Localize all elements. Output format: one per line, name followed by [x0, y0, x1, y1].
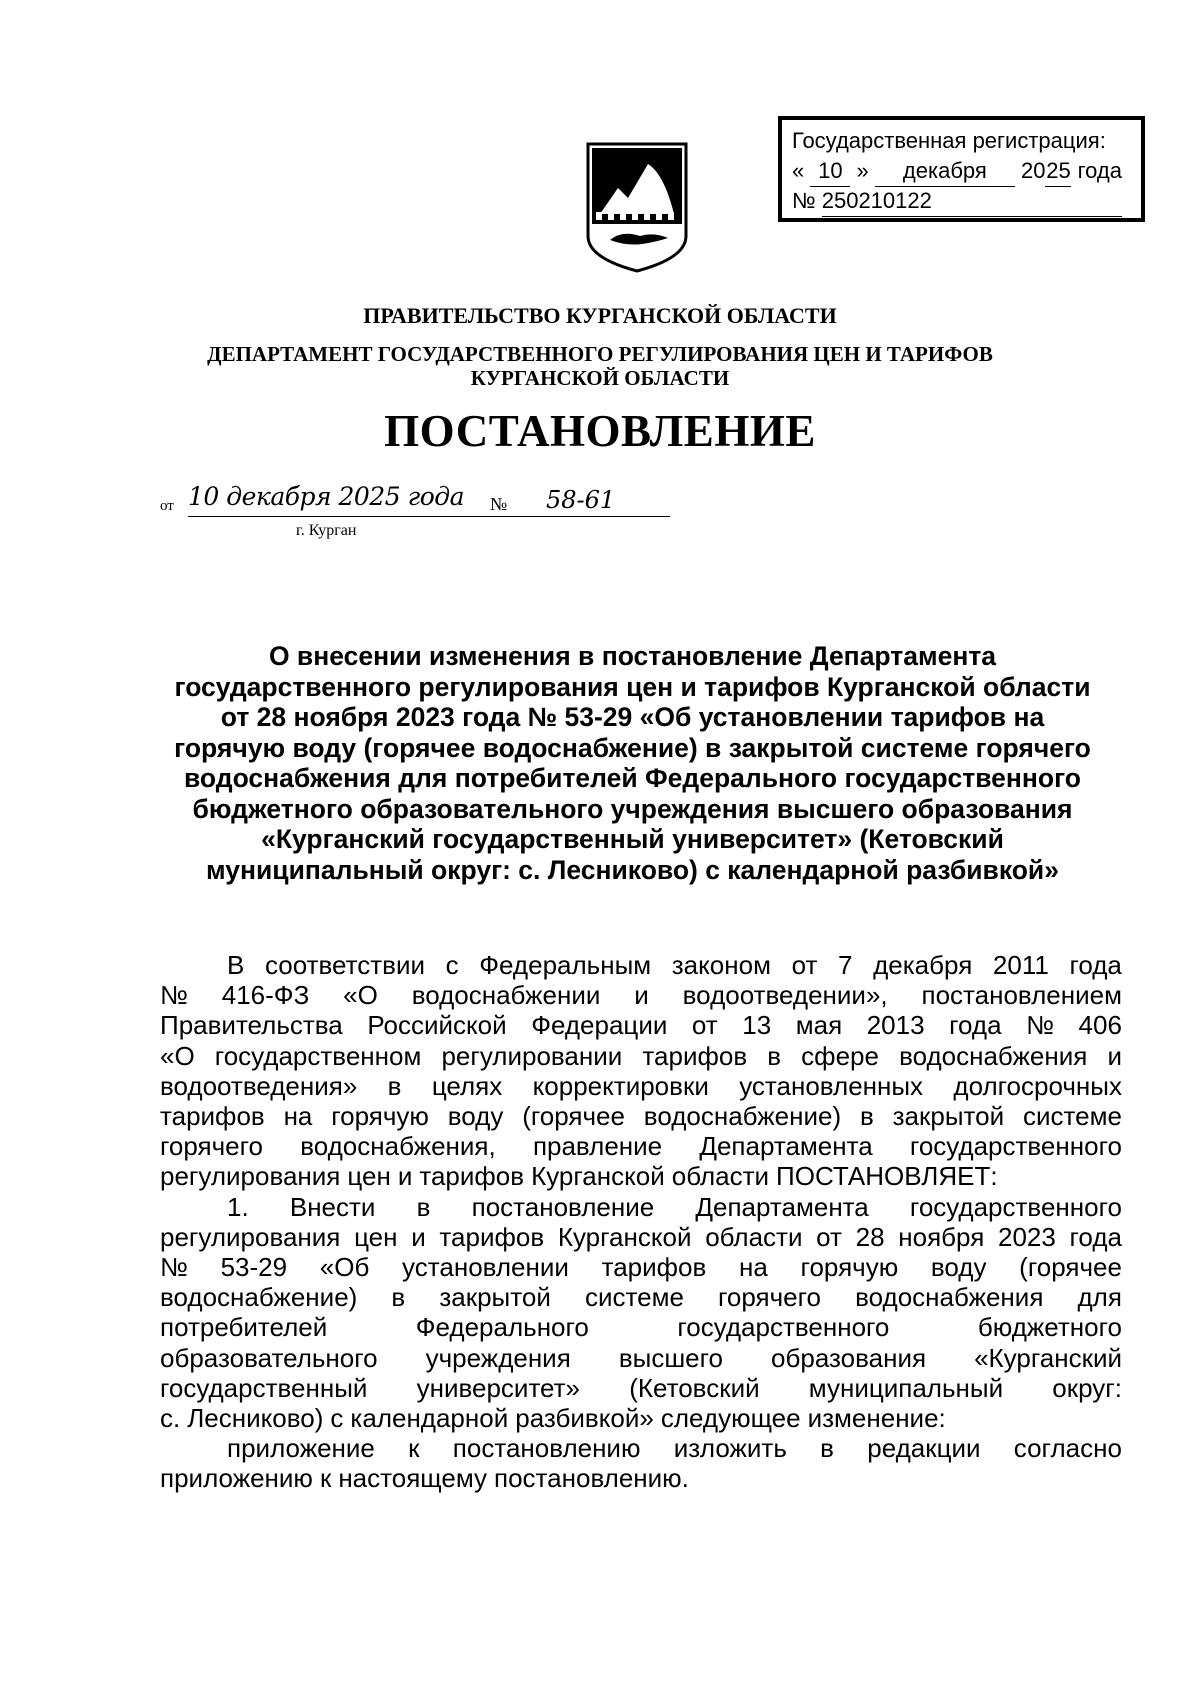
body-word: к: [408, 1433, 420, 1464]
handwritten-date: 10 декабря 2025 года: [188, 482, 464, 511]
body-word: регулирования: [160, 1161, 341, 1192]
handwritten-number: 58-61: [546, 486, 616, 514]
registration-number-prefix: №: [792, 188, 816, 213]
body-word: тарифов: [419, 1161, 525, 1192]
body-word: воду: [930, 1252, 987, 1283]
coat-of-arms-emblem: [582, 140, 692, 275]
body-word: 2013: [866, 1010, 925, 1041]
body-line: [160, 1343, 1122, 1373]
body-word: ноября: [898, 1221, 985, 1252]
body-line: [160, 1041, 1122, 1071]
body-word: Федерации: [531, 1010, 668, 1041]
body-word: регулирования: [160, 1221, 341, 1252]
body-word: разбивкой»: [515, 1403, 654, 1434]
body-line: [160, 980, 1122, 1010]
body-word: университет»: [416, 1372, 581, 1403]
body-word: муниципальный: [808, 1372, 1004, 1403]
registration-year-prefix: 20: [1021, 158, 1046, 183]
body-word: водоснабжение): [160, 1282, 358, 1313]
body-word: с.: [160, 1403, 181, 1434]
body-word: горячего: [160, 1131, 263, 1162]
body-word: «Об: [319, 1252, 370, 1283]
body-word: государственный: [160, 1372, 368, 1403]
body-word: горячую: [800, 1252, 899, 1283]
body-word: тарифов: [601, 1252, 707, 1283]
body-word: целях: [431, 1070, 503, 1101]
heading-line: государственного регулирования цен и тарифов Курганской области: [174, 671, 1091, 702]
body-word: изложить: [673, 1433, 787, 1464]
body-line: [160, 1312, 1122, 1342]
body-word: системе: [584, 1282, 684, 1313]
body-word: тарифов: [160, 1101, 265, 1132]
document-type-title: ПОСТАНОВЛЕНИЕ: [384, 406, 816, 456]
body-word: приложение: [227, 1433, 375, 1464]
body-word: области: [671, 1161, 770, 1192]
body-word: Российской: [367, 1010, 507, 1041]
number-prefix: №: [490, 494, 508, 514]
body-word: государственного: [677, 1312, 890, 1343]
body-word: 13: [742, 1010, 772, 1041]
body-word: приложению: [160, 1463, 313, 1494]
body-line: [160, 950, 1122, 980]
body-word: «О: [343, 980, 378, 1011]
body-word: 406: [1078, 1010, 1122, 1041]
body-word: к: [319, 1463, 332, 1494]
body-line: [160, 1010, 1122, 1040]
body-word: и: [1107, 1040, 1122, 1071]
body-word: водоотведения»: [160, 1070, 358, 1101]
body-word: системе: [1022, 1101, 1122, 1132]
body-word: 28: [855, 1221, 885, 1252]
body-word: закрытой: [439, 1282, 551, 1313]
body-line: [160, 1252, 1122, 1282]
body-word: мая: [795, 1010, 843, 1041]
body-word: образовательного: [160, 1342, 378, 1373]
body-word: установлении: [402, 1252, 569, 1283]
body-word: Департамента: [699, 1131, 873, 1162]
body-word: Правительства: [160, 1010, 343, 1041]
city-label: г. Курган: [296, 522, 357, 539]
body-line: [160, 1403, 1122, 1433]
body-word: и: [411, 1221, 426, 1252]
document-body: [160, 950, 1122, 1494]
body-word: сфере: [801, 1040, 879, 1071]
body-word: изменение:: [807, 1403, 946, 1434]
body-word: и: [634, 980, 649, 1011]
body-word: с: [445, 950, 459, 980]
body-word: государственном: [214, 1040, 422, 1071]
body-word: (Кетовский: [629, 1372, 760, 1403]
body-word: и: [397, 1161, 413, 1192]
body-word: правление: [532, 1131, 663, 1162]
body-word: 53-29: [220, 1252, 288, 1283]
body-word: в: [416, 1191, 431, 1222]
body-word: Федеральным: [479, 950, 652, 980]
registration-day-open: «: [792, 158, 805, 183]
body-word: в: [820, 1433, 834, 1464]
body-word: соответствии: [264, 950, 426, 980]
body-word: года: [949, 1010, 1002, 1041]
heading-line: бюджетного образовательного учреждения высшего образования: [192, 793, 1073, 824]
body-word: (горячее: [1019, 1252, 1122, 1283]
body-word: №: [1026, 1010, 1054, 1041]
body-word: водоснабжения,: [300, 1131, 496, 1162]
body-line: [160, 1071, 1122, 1101]
body-word: Лесниково): [187, 1403, 324, 1434]
registration-year-word: года: [1077, 158, 1122, 183]
body-word: (горячее: [522, 1101, 625, 1132]
body-word: №: [160, 980, 188, 1011]
body-word: водоснабжении: [411, 980, 601, 1011]
department-title: [0, 342, 1200, 390]
department-title-line-1: ДЕПАРТАМЕНТ ГОСУДАРСТВЕННОГО РЕГУЛИРОВАНИЯ ЦЕН И ТАРИФОВ: [207, 342, 993, 366]
body-line: [160, 1433, 1122, 1463]
body-word: в: [859, 1101, 874, 1132]
body-word: закрытой: [892, 1101, 1005, 1132]
heading-line: от 28 ноября 2023 года № 53-29 «Об установлении тарифов на: [220, 702, 1045, 732]
body-word: для: [1077, 1282, 1122, 1313]
body-line: [160, 1463, 1122, 1493]
body-word: на: [739, 1252, 768, 1283]
body-word: постановление: [471, 1191, 655, 1222]
body-word: 416-ФЗ: [221, 980, 310, 1011]
body-word: В: [227, 950, 245, 980]
document-heading: [140, 641, 1125, 885]
body-word: бюджетного: [977, 1312, 1122, 1343]
body-word: учреждения: [425, 1342, 571, 1373]
body-word: №: [160, 1252, 188, 1283]
body-word: регулировании: [441, 1040, 623, 1071]
registration-title: Государственная регистрация:: [792, 128, 1106, 153]
body-word: высшего: [618, 1342, 724, 1373]
body-word: 1.: [227, 1191, 249, 1222]
date-prefix: от: [160, 498, 174, 514]
body-line: [160, 1161, 1122, 1191]
body-word: долгосрочных: [953, 1070, 1122, 1101]
registration-stamp: [778, 116, 1145, 222]
body-word: года: [1069, 1221, 1122, 1252]
body-word: Курганской: [557, 1221, 692, 1252]
body-word: 7: [838, 950, 853, 980]
body-word: горячую: [331, 1101, 429, 1132]
body-word: постановлению: [452, 1433, 641, 1464]
body-word: с: [330, 1403, 344, 1434]
body-word: декабря: [873, 950, 973, 980]
body-word: тарифов: [642, 1040, 748, 1071]
registration-date-line: [792, 156, 1141, 186]
body-word: на: [283, 1101, 313, 1132]
body-word: календарной: [350, 1403, 509, 1434]
body-word: водоотведении»,: [682, 980, 888, 1011]
body-word: горячего: [718, 1282, 822, 1313]
body-line: [160, 1222, 1122, 1252]
body-word: года: [1069, 950, 1122, 980]
heading-line: горячую воду (горячее водоснабжение) в закрытой системе горячего: [174, 732, 1091, 763]
heading-line: О внесении изменения в постановление Департамента: [268, 641, 997, 671]
body-word: области: [705, 1221, 803, 1252]
body-word: Внести: [289, 1191, 376, 1222]
body-word: настоящему: [338, 1463, 488, 1494]
body-word: установленных: [739, 1070, 924, 1101]
body-line: [160, 1131, 1122, 1161]
body-word: в: [387, 1070, 402, 1101]
date-number-line: [160, 482, 660, 548]
body-word: постановлению.: [494, 1463, 689, 1494]
registration-year-suffix: 25: [1045, 156, 1071, 187]
body-word: потребителей: [160, 1312, 328, 1343]
body-word: воду: [447, 1101, 504, 1132]
registration-day: 10: [810, 156, 850, 187]
body-word: государственного: [909, 1131, 1122, 1162]
body-word: округ:: [1052, 1372, 1122, 1403]
body-line: [160, 1192, 1122, 1222]
body-word: «Курганский: [974, 1342, 1122, 1373]
body-word: Курганской: [531, 1161, 665, 1192]
department-title-line-2: КУРГАНСКОЙ ОБЛАСТИ: [470, 366, 730, 390]
body-word: корректировки: [532, 1070, 709, 1101]
body-word: ПОСТАНОВЛЯЕТ:: [776, 1161, 998, 1192]
registration-day-close: »: [856, 158, 869, 183]
body-word: согласно: [1013, 1433, 1122, 1464]
body-word: тарифов: [439, 1221, 545, 1252]
body-word: от: [791, 950, 818, 980]
body-line: [160, 1282, 1122, 1312]
government-title: ПРАВИТЕЛЬСТВО КУРГАНСКОЙ ОБЛАСТИ: [363, 303, 837, 328]
body-word: водоснабжения: [899, 1040, 1088, 1071]
registration-month: декабря: [875, 156, 1015, 187]
body-word: от: [816, 1221, 842, 1252]
heading-line: «Курганский государственный университет» (Кетовский: [261, 824, 1004, 854]
body-word: законом: [671, 950, 771, 980]
body-word: Департамента: [695, 1191, 869, 1222]
body-word: от: [691, 1010, 718, 1041]
body-word: государственного: [909, 1191, 1122, 1222]
body-word: в: [767, 1040, 782, 1071]
body-word: редакции: [867, 1433, 981, 1464]
heading-line: муниципальный округ: с. Лесниково) с календарной разбивкой»: [206, 854, 1059, 885]
body-word: следующее: [660, 1403, 801, 1434]
body-word: «О: [160, 1040, 195, 1071]
body-word: Федерального: [415, 1312, 589, 1343]
body-word: водоснабжение): [643, 1101, 842, 1132]
body-word: 2023: [997, 1221, 1056, 1252]
body-word: образования: [771, 1342, 927, 1373]
body-line: [160, 1101, 1122, 1131]
body-word: водоснабжения: [855, 1282, 1044, 1313]
body-word: в: [391, 1282, 406, 1313]
heading-line: водоснабжения для потребителей Федерального государственного: [183, 763, 1081, 793]
registration-number-line: [792, 186, 1141, 216]
registration-number: 250210122: [822, 186, 1122, 217]
body-word: постановлением: [921, 980, 1122, 1011]
body-word: цен: [354, 1221, 398, 1252]
body-word: 2011: [992, 950, 1049, 980]
body-word: цен: [347, 1161, 391, 1192]
body-line: [160, 1373, 1122, 1403]
